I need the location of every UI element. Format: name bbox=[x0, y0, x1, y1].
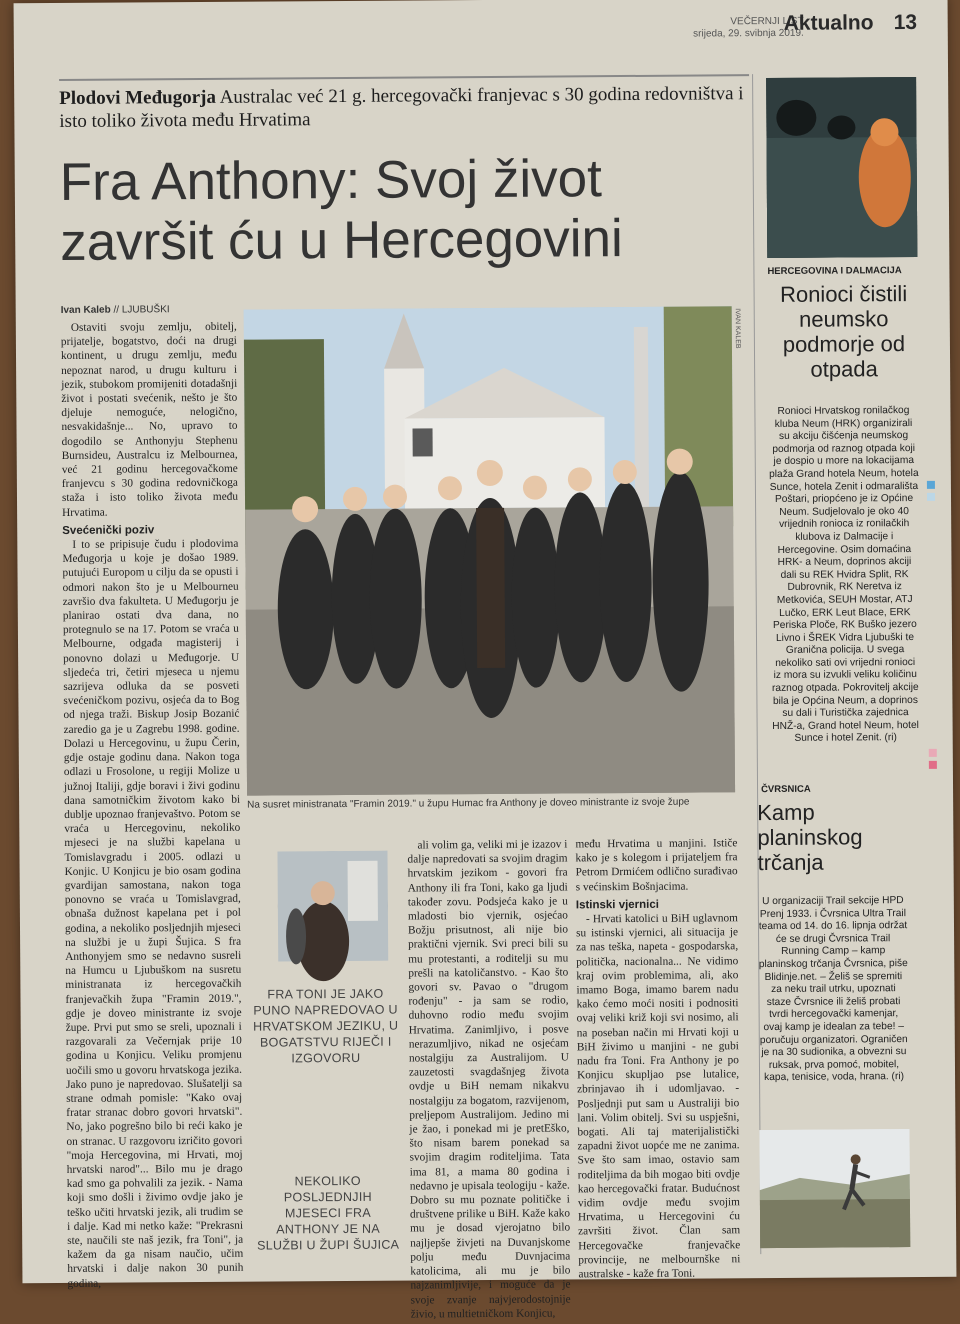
section-name: Aktualno bbox=[783, 11, 874, 35]
main-photo bbox=[244, 306, 735, 795]
column-1-body: I to se pripisuje čudu i plodovima Međugorja u koje je došao 1989. putujući Europom u cilju da se opusti i odmori nakon što je u Melbourneu završio dva fakulteta. U Međugorju je planirao ostati dva dana, no protegnulo se na 17. Potom se vraća u Melbourne, odgađa magisterij i ponovno dolazi u Međugorje. U sljedeća tri, četiri mjeseca u njemu sazrijeva odluka da se posveti svećeničkom pozivu, osjeća da to Bog od njega traži. Biskup Josip Bozanić zaredio ga je u Zagrebu 1998. godine. Dolazi u Hercegovinu, u župu Čerin, gdje ostaje godinu dana. Nakon toga odlazi u Frosolone, u regiji Molize u južnoj Italiji, gdje boravi i živi godinu dana samotničkim životom kako bi dublje upoznao franjevaštvo. Potom se vraća u Hercegovinu, nekoliko mjeseci je na službi kapelana u Tomislavgradu i 2005. odlazi u Konjic. U Konjicu je bio osam godina gvardijan samostana, nakon toga ponovno se vraća u Tomislavgrad, obnaša dužnost kapelana pet i pol godina, a nekoliko posljednjih mjeseci na službi je u župi Šujica. S fra Anthonyjem smo se nedavno susreli na Humcu u Ljubuškom na susretu ministranata iz hercegovačkih franjevačkih župa "Framin 2019.", gdje je doveo ministrante iz svoje župe. Prvi put smo se sreli, upoznali i razgovarali za Večernjak prije 10 godina u Konjicu. Veliku promjenu uočili smo u govoru hrvatskoga jezika. Jako puno je napredovao. Slušatelji sa strane odmah pomisle: "Kako ovaj fratar stranac dobro govori hrvatski". No, jako pogrešno bilo bi reći kako je on stranac. U razgovoru izričito govori "moja Hercegovina, mi Hrvati, moj hrvatski narod"... Bilo mu je drago kad smo ga pohvalili za jezik. - Nama koji smo došli i živimo ovdje jako je teško učiti hrvatski jezik, ali trudim se i dalje. Kad mi netko kaže: "Prekrasni ste, naučili ste naš jezik, fra Toni", ja kažem da ga nisam naučio, učim hrvatski i dalje nakon 30 punih godina, bbox=[62, 537, 244, 1290]
church-group-photo bbox=[244, 306, 735, 795]
subhead-istinski-vjernici: Istinski vjernici bbox=[575, 898, 660, 912]
article-column-3 bbox=[575, 836, 741, 1281]
masthead bbox=[654, 16, 804, 41]
rail-kicker-1: HERCEGOVINA I DALMACIJA bbox=[767, 265, 902, 278]
subhead-svecenicki-poziv: Svećenički poziv bbox=[62, 524, 155, 537]
decorative-color-marks-2 bbox=[929, 749, 939, 773]
decorative-color-marks bbox=[927, 481, 937, 505]
trail-runner-photo bbox=[759, 1129, 910, 1248]
column-2-body: ali volim ga, veliki mi je izazov i dalje napredovati sa svojim dragim hrvatskim jezikom - govori fra Anthony ili fra Toni, kako ga ljudi također zovu. Podsjeća kako je u mladosti bio vjernik, osjećao Božju prisutnost, ali nije bio praktični vjernik. Svi preci bili su mu protestanti, a roditelji su mu prešli na katoličanstvo. - Kao što govori sv. Pavao o "drugom rođenju" - ja sam se rodio, duhovno rodio među svojim Hrvatima. Zanimljivo, i posve nerazumljivo, nikad ne osjećam nostalgiju za Australijom. U zauzetosti svagdašnjeg života ovdje u BiH nemam nikakvu nostalgiju za bogatom, razvijenom, preljepom Australijom. Jedino mi je žao, i ponekad mi je pretEško, što nisam barem ponekad sa svojim dragim roditeljima. Tata ima 81, a mama 80 godina i nedavno je upisala teologiju - kaže. Dobro su mu poznate političke i društvene prilike u BiH. Kaže kako mu je dosad vjerojatno bilo najljepše živjeti na Duvanjskome polju među Duvnjacima katolicima, ali mu je bilo najzanimljivije, i mogućе da je svoje zvanje najvjerodostojnije živio, u multietničkom Konjicu, bbox=[407, 838, 571, 1321]
page-number: 13 bbox=[893, 10, 918, 35]
column-3-body-a: među Hrvatima u manjini. Ističe kako je s kolegom i prijateljem fra Petrom Drmićem odlično surađivao s većinskim Bošnjacima. bbox=[575, 837, 738, 893]
article-column-1 bbox=[60, 320, 244, 1290]
topic-kicker: Plodovi Međugorja bbox=[59, 86, 217, 109]
pullquote-2: NEKOLIKO POSLJEDNJIH MJESECI FRA ANTHONY JE NA SLUŽBI U ŽUPI ŠUJICA bbox=[257, 1173, 400, 1253]
portrait-image bbox=[277, 851, 388, 962]
topic-bar bbox=[59, 74, 749, 133]
divers-image bbox=[766, 77, 917, 258]
rail-kicker-2: ČVRSNICA bbox=[761, 783, 811, 796]
lead-paragraph: Ostaviti svoju zemlju, obitelj, prijatelje, bogatstvo, doći na drugi kontinent, u drugu zemlju, među nepoznat narod, u drugu kulturu i jezik, stubokom promijeniti dotadašnji život i postati svećenik, nešto je što djeluje nemoguće, nelogično, nesvakidašnje... No, upravo to dogodilo se Anthonyju Stephenu Burnsideu, Australcu iz Melbournea, već 21 godinu hercegovačkome franjevcu s 30 godina redovničkoga staža i isto toliko života među Hrvatima. bbox=[60, 320, 239, 519]
divers-photo bbox=[766, 77, 917, 258]
portrait-photo bbox=[277, 851, 388, 962]
rail-text-2: U organizaciji Trail sekcije HPD Prenj 1933. i Čvrsnica Ultra Trail teama od 14. do 16. lipnja održat će se drugi Čvrsnica Trail Running Camp – kamp planinskog trčanja Čvrsnica, piše Blidinje.net. – Želiš se spremiti za neku trail utrku, upoznati staze Čvrsnice ili želiš probati tvrdi hercegovački kamenjar, ovaj kamp je idealan za tebe! – poručuju organizatori. Ograničen je na 30 sudionika, a obvezni su ruksak, prva pomoć, mobitel, kapa, tenisice, voda, hrana. (ri) bbox=[758, 895, 908, 1084]
issue-date: srijeda, 29. svibnja 2019. bbox=[693, 27, 804, 40]
newspaper-name: VEČERNJI LIST bbox=[730, 15, 804, 28]
column-3-body-b: - Hrvati katolici u BiH uglavnom su istinski vjernici, ali situacija je za nas teška, napeta - gospodarska, politička, nacionalna... Ne vidimo kraj ovim problemima, ali, ako imamo Boga, imamo barem nadu kako ćemo moći nositi i podnositi ovaj veliki križ koji svi nosimo, ali na poseban način mi Hrvati koji u BiH živimo u manjini - ne gubi nadu fra Toni. Fra Anthony je po Konjicu skupljao pse lutalice, zbrinjavao ih i udomljavao. - Posljednji put sam u Australiji bio lani. Volim obitelj. Svi su uspješni, bogati. Ali taj materijalistički zapadni život uopće me ne zanima. Sve što sam imao, ostavio sam roditeljima da bih mogao biti ovdje kao hercegovački fratar. Budućnost vidim ovdje među svojim Hrvatima, u Hercegovini ću završiti život. Član sam Hercegovačke franjevačke provincije, ne melbournške ni australske - kaže fra Toni. bbox=[576, 912, 741, 1281]
byline bbox=[61, 304, 170, 316]
pullquote-1: FRA TONI JE JAKO PUNO NAPREDOVAO U HRVATSKOM JEZIKU, U BOGATSTVU RIJEČI I IZGOVORU bbox=[252, 986, 399, 1066]
photo-caption: Na susret ministranata "Framin 2019." u župu Humac fra Anthony je doveo ministrante iz svoje župe bbox=[247, 796, 690, 811]
trail-runner-image bbox=[759, 1129, 910, 1248]
article-column-2 bbox=[407, 837, 571, 1321]
headline: Fra Anthony: Svoj život završit ću u Hercegovini bbox=[59, 149, 624, 272]
rail-title-2: Kamp planinskog trčanja bbox=[757, 799, 863, 876]
rail-title-1: Ronioci čistili neumsko podmorje od otpada bbox=[779, 281, 908, 382]
newspaper-page bbox=[14, 0, 957, 1321]
author: Ivan Kaleb bbox=[60, 304, 111, 316]
topic-text: Australac već 21 g. hercegovački franjevac s 30 godina redovništva i isto toliko života među Hrvatima bbox=[59, 83, 744, 132]
byline-location: // LJUBUŠKI bbox=[113, 304, 170, 316]
rail-text-1: Ronioci Hrvatskog ronilačkog kluba Neum (HRK) organizirali su akciju čišćenja neumskog podmorja od raznog otpada koji je dospio u more na lokacijama plaža Grand hotela Neum, hotela Sunce, hotela Zenit i odmarališta Poštari, priopćeno je iz Općine Neum. Sudjelovalo je oko 40 vrijednih ronioca iz ronilačkih klubova iz Dalmacije i Hercegovine. Osim domaćina HRK- a Neum, doprinos akciji dali su REK Hvidra Split, RK Dubrovnik, RK Neretva iz Metkovića, SEUH Mostar, ATJ Lučko, ERK Leut Blace, ERK Periska Ploče, RK Buško jezero Livno i ŠREK Vidra Ljubuški te Granična policija. U svega nekoliko sati ovi vrijedni ronioci iz mora su izvukli veliku količinu raznog otpada. Pokrovitelj akcije bila je Općina Neum, a doprinos su dali i Turistička zajednica HNŽ-a, Grand hotel Neum, hotel Sunce i hotel Zenit. (ri) bbox=[769, 405, 919, 745]
photo-credit: IVAN KALEB bbox=[733, 308, 741, 349]
